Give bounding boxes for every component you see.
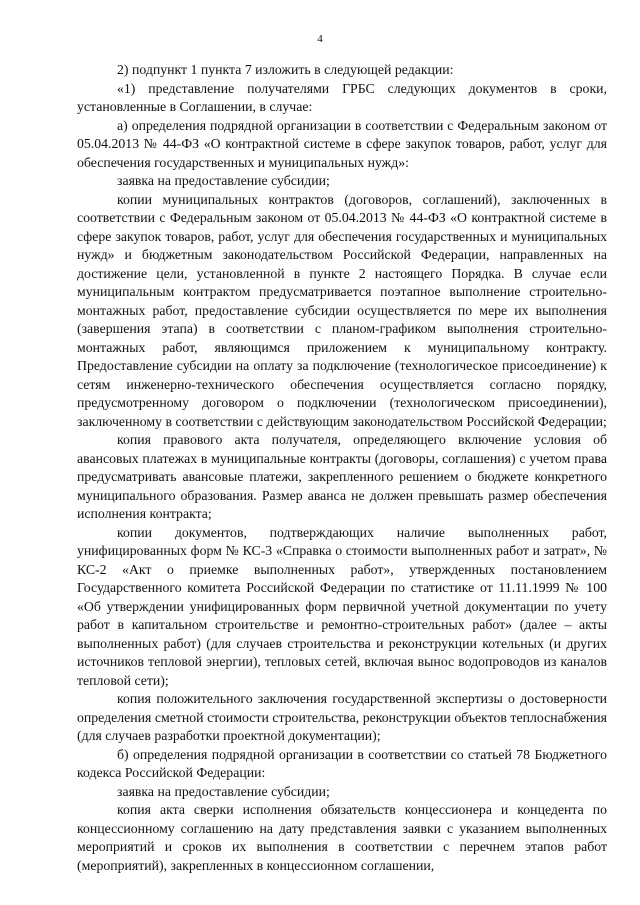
paragraph: копия правового акта получателя, определяющего включение условия об авансовых платежах в муниципальные контракты (договоры, соглашения) с учетом права предусматривать авансовые платежи, закрепленного решением о бюджете конкретного муниципального образования. Размер аванса не должен превышать размер обеспечения исполнения контракта; <box>77 432 607 521</box>
paragraph: копия акта сверки исполнения обязательств концессионера и концедента по концессионному соглашению на дату представления заявки с указанием выполненных мероприятий и сроков их выполнения в соответствии с перечнем этапов работ (мероприятий), закрепленных в концессионном соглашении, <box>77 802 607 873</box>
paragraph: заявка на предоставление субсидии; <box>117 783 330 799</box>
paragraph: заявка на предоставление субсидии; <box>117 173 330 188</box>
paragraph: копии муниципальных контрактов (договоров, соглашений), заключенных в соответствии с Федеральным законом от 05.04.2013 № 44-ФЗ «О контрактной системе в сфере закупок товаров, работ, услуг для обеспечения государственных и муниципальных нужд» и бюджетным законодательством Российской Федерации, направленных на достижение цели, установленной в пункте 2 настоящего Порядка. В случае если муниципальным контрактом предусматривается поэтапное выполнение строительно-монтажных работ, предоставление субсидии осуществляется по мере их выполнения (завершения этапа) в соответствии с планом-графиком выполнения строительно-монтажных работ, являющимся приложением к муниципальному контракту. Предоставление субсидии на оплату за подключение (технологическое присоединение) к сетям инженерно-технического обеспечения осуществляется согласно порядку, предусмотренному договором о подключении (технологическом присоединении), заключенному в соответствии с действующим законодательством Российской Федерации; <box>77 191 607 429</box>
document-body <box>77 61 607 875</box>
paragraph: «1) представление получателями ГРБС следующих документов в сроки, установленные в Соглашении, в случае: <box>77 80 607 114</box>
paragraph: 2) подпункт 1 пункта 7 изложить в следующей редакции: <box>117 62 454 77</box>
paragraph: а) определения подрядной организации в соответствии с Федеральным законом от 05.04.2013 № 44-ФЗ «О контрактной системе в сфере закупок товаров, работ, услуг для обеспечения государственных и муниципальных нужд»: <box>77 117 607 170</box>
paragraph: б) определения подрядной организации в соответствии со статьей 78 Бюджетного кодекса Российской Федерации: <box>77 746 607 780</box>
paragraph: копии документов, подтверждающих наличие выполненных работ, унифицированных форм № КС-3 «Справка о стоимости выполненных работ и затрат», № КС-2 «Акт о приемке выполненных работ», утвержденных постановлением Государственного комитета Российской Федерации по статистике от 11.11.1999 № 100 «Об утверждении унифицированных форм первичной учетной документации по учету работ в капитальном строительстве и ремонтно-строительных работ» (далее – акты выполненных работ) (для случаев строительства и реконструкции котельных (и других источников тепловой энергии), тепловых сетей, включая вынос водопроводов из каналов тепловой сети); <box>77 524 607 688</box>
paragraph: копия положительного заключения государственной экспертизы о достоверности определения сметной стоимости строительства, реконструкции объектов теплоснабжения (для случаев разработки проектной документации); <box>77 691 607 743</box>
page-number: 4 <box>317 33 323 45</box>
